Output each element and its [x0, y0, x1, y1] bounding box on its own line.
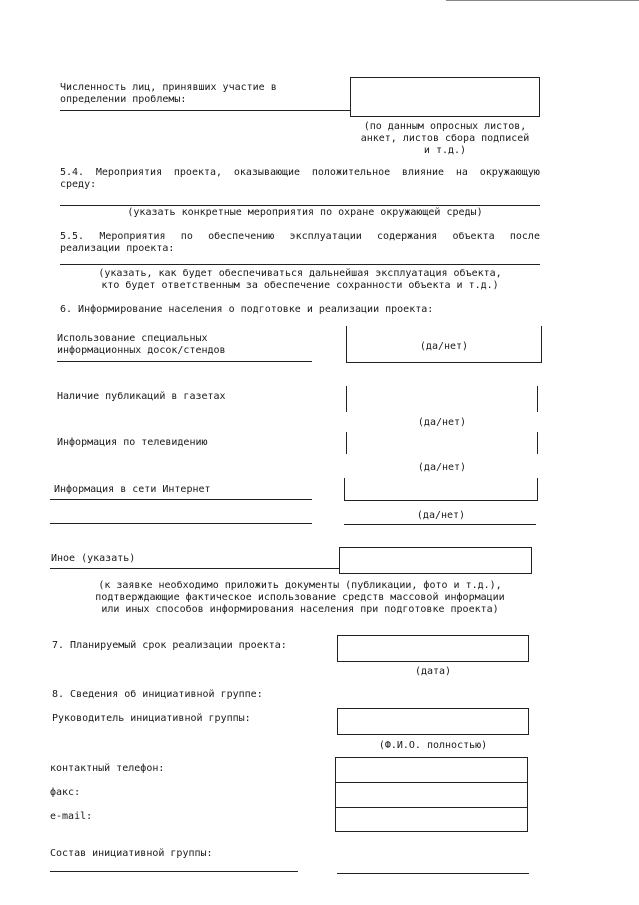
participants-label-line1: Численность лиц, принявших участие в: [60, 82, 277, 93]
s55-word: объекта: [452, 231, 495, 242]
section-8-title: 8. Сведения об инициативной группе:: [52, 689, 263, 700]
section-5-4-hint: (указать конкретные мероприятия по охране окружающей среды): [127, 207, 483, 218]
leader-input-box[interactable]: [337, 708, 529, 735]
internet-box-left: [344, 478, 345, 500]
s54-word: Мероприятия: [95, 167, 163, 178]
section-5-5-hint-line1: (указать, как будет обеспечиваться дальнейшая эксплуатация объекта,: [98, 268, 502, 279]
fax-label: факс:: [50, 787, 81, 798]
email-input-box[interactable]: [335, 807, 528, 832]
internet-underline: [50, 499, 312, 500]
attach-note-line2: подтверждающие фактическое использование средств массовой информации: [95, 592, 505, 603]
s54-word: проекта,: [173, 167, 223, 178]
participants-label-line2: определении проблемы:: [60, 94, 187, 105]
participants-note-line2: анкет, листов сбора подписей: [360, 133, 530, 144]
fax-input-box[interactable]: [335, 782, 528, 808]
participants-note-line3: и т.д.): [423, 145, 467, 156]
stands-label-line1: Использование специальных: [57, 333, 208, 344]
leader-label: Руководитель инициативной группы:: [52, 713, 251, 724]
internet-box-right: [537, 478, 538, 500]
s55-word: содержания: [377, 231, 438, 242]
extra-underline-right: [344, 524, 536, 525]
tv-label: Информация по телевидению: [57, 437, 208, 448]
section-5-5-line1: [60, 231, 540, 243]
internet-box-bottom[interactable]: [344, 500, 538, 501]
other-input-box[interactable]: [339, 547, 532, 574]
s54-word: положительное: [311, 167, 391, 178]
date-hint: (дата): [414, 666, 452, 677]
s54-word: 5.4.: [60, 167, 85, 178]
other-label: Иное (указать): [51, 553, 136, 564]
stands-yes-no: (да/нет): [419, 341, 469, 352]
s55-word: по: [180, 231, 193, 242]
members-underline-left[interactable]: [50, 871, 298, 872]
newspapers-box-right: [537, 386, 538, 412]
section-5-4-line1: [60, 167, 540, 179]
s54-word: окружающую: [479, 167, 540, 178]
email-label: e-mail:: [50, 811, 93, 822]
section-5-5-hint-line2: кто будет ответственным за обеспечение сохранности объекта и т.д.): [101, 280, 499, 291]
stands-label-line2: информационных досок/стендов: [57, 345, 226, 356]
members-underline-right[interactable]: [337, 873, 529, 874]
attach-note-line3: или иных способов информирования населения при подготовке проекта): [101, 604, 499, 615]
date-input-box[interactable]: [337, 635, 529, 662]
newspapers-box-left: [346, 386, 347, 412]
page-top-edge: [446, 0, 639, 1]
stands-box-bottom[interactable]: [346, 362, 542, 363]
section-5-4-answer-line[interactable]: [60, 205, 540, 206]
internet-label: Информация в сети Интернет: [54, 484, 211, 495]
phone-input-box[interactable]: [335, 757, 528, 783]
section-7-title: 7. Планируемый срок реализации проекта:: [52, 640, 287, 651]
internet-yes-no: (да/нет): [416, 510, 466, 521]
tv-yes-no: (да/нет): [417, 462, 467, 473]
section-5-5-answer-line[interactable]: [60, 264, 540, 265]
participants-note-line1: (по данным опросных листов,: [363, 121, 527, 132]
s55-word: после: [509, 231, 540, 242]
participants-input-box[interactable]: [350, 77, 540, 117]
extra-underline-left: [50, 523, 312, 524]
fio-hint: (Ф.И.О. полностью): [378, 740, 488, 751]
section-5-4-line2: среду:: [60, 179, 97, 190]
s54-word: влияние: [401, 167, 445, 178]
tv-box-left: [346, 432, 347, 454]
s54-word: на: [455, 167, 468, 178]
phone-label: контактный телефон:: [50, 763, 165, 774]
other-underline: [50, 568, 340, 569]
section-5-5-line2: реализации проекта:: [60, 243, 175, 254]
s55-word: 5.5.: [60, 231, 85, 242]
s55-word: эксплуатации: [289, 231, 362, 242]
s55-word: Мероприятия: [99, 231, 166, 242]
newspapers-label: Наличие публикаций в газетах: [57, 391, 226, 402]
newspapers-yes-no: (да/нет): [417, 417, 467, 428]
s55-word: обеспечению: [208, 231, 275, 242]
members-label: Состав инициативной группы:: [50, 848, 213, 859]
participants-underline: [60, 110, 352, 111]
attach-note-line1: (к заявке необходимо приложить документы (публикации, фото и т.д.),: [98, 580, 502, 591]
section-6-title: 6. Информирование населения о подготовке и реализации проекта:: [60, 304, 434, 315]
stands-underline: [57, 361, 312, 362]
s54-word: оказывающие: [233, 167, 301, 178]
tv-box-right: [537, 432, 538, 454]
